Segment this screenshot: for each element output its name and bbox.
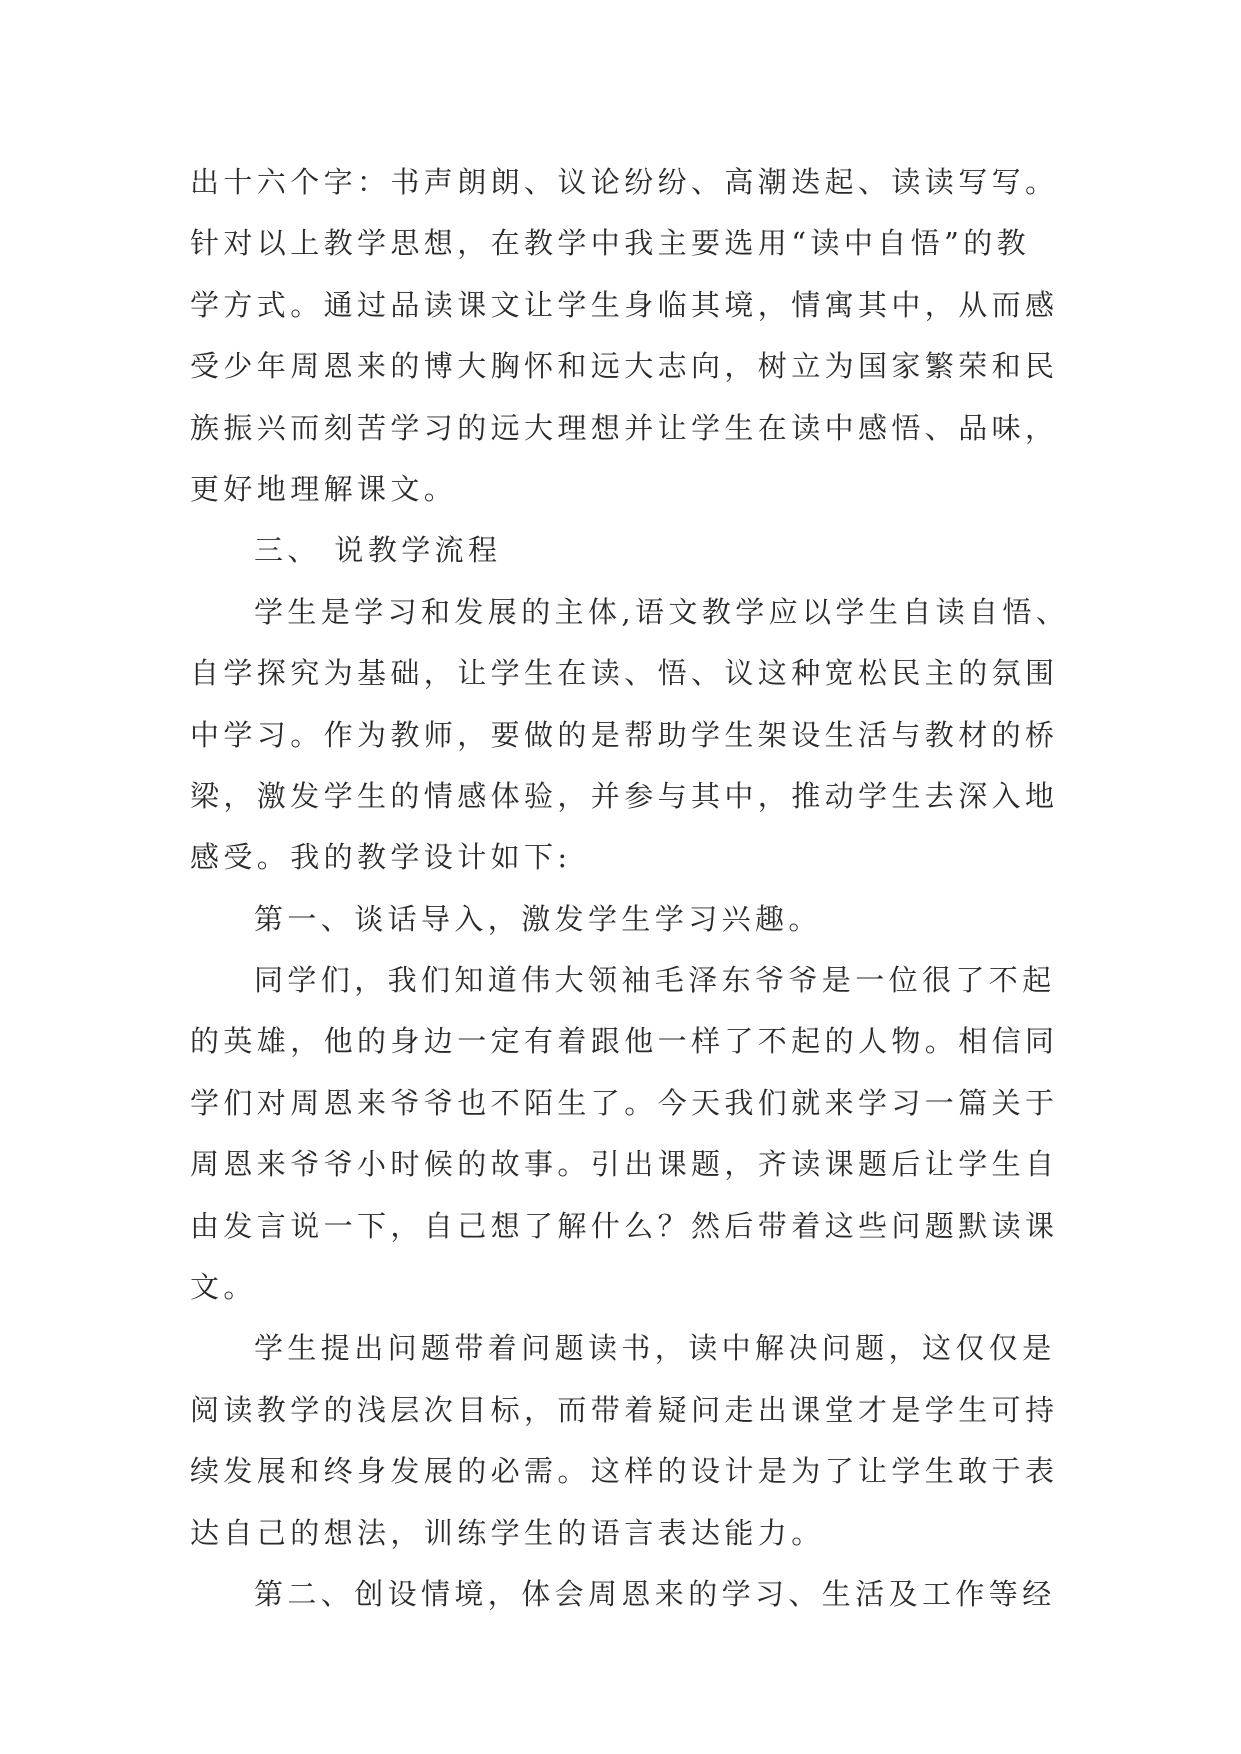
text-line: 续发展和终身发展的必需。这样的设计是为了让学生敢于表 — [190, 1454, 1059, 1489]
text-line: 学生提出问题带着问题读书，读中解决问题，这仅仅是 — [254, 1331, 1056, 1366]
section-heading: 三、 说教学流程 — [254, 533, 502, 568]
text-line: 周恩来爷爷小时候的故事。引出课题，齐读课题后让学生自 — [190, 1147, 1059, 1182]
text-line: 阅读教学的浅层次目标，而带着疑问走出课堂才是学生可持 — [190, 1392, 1059, 1427]
text-line: 受少年周恩来的博大胸怀和远大志向，树立为国家繁荣和民 — [190, 349, 1059, 384]
text-line: 中学习。作为教师，要做的是帮助学生架设生活与教材的桥 — [190, 717, 1059, 752]
text-line: 学方式。通过品读课文让学生身临其境，情寓其中，从而感 — [190, 287, 1059, 322]
text-line: 族振兴而刻苦学习的远大理想并让学生在读中感悟、品味， — [190, 410, 1059, 445]
text-line: 梁，激发学生的情感体验，并参与其中，推动学生去深入地 — [190, 778, 1059, 813]
text-line: 出十六个字：书声朗朗、议论纷纷、高潮迭起、读读写写。 — [190, 165, 1059, 199]
step-heading: 第二、创设情境，体会周恩来的学习、生活及工作等经 — [254, 1576, 1056, 1611]
text-line: 学们对周恩来爷爷也不陌生了。今天我们就来学习一篇关于 — [190, 1085, 1059, 1120]
text-line: 的英雄，他的身边一定有着跟他一样了不起的人物。相信同 — [190, 1024, 1059, 1059]
text-line: 学生是学习和发展的主体,语文教学应以学生自读自悟、 — [254, 594, 1070, 629]
text-line: 感受。我的教学设计如下: — [190, 840, 572, 875]
text-line: 自学探究为基础，让学生在读、悟、议这种宽松民主的氛围 — [190, 656, 1059, 691]
text-line: 由发言说一下，自己想了解什么？然后带着这些问题默读课 — [190, 1208, 1059, 1243]
text-line: 同学们，我们知道伟大领袖毛泽东爷爷是一位很了不起 — [254, 963, 1056, 998]
text-line: 文。 — [190, 1270, 257, 1305]
text-line: 更好地理解课文。 — [190, 471, 458, 506]
text-line: 针对以上教学思想，在教学中我主要选用“读中自悟”的教 — [190, 226, 1031, 261]
document-body — [190, 152, 1070, 1625]
text-line: 达自己的想法，训练学生的语言表达能力。 — [190, 1515, 825, 1550]
step-heading: 第一、谈话导入，激发学生学习兴趣。 — [254, 901, 822, 936]
